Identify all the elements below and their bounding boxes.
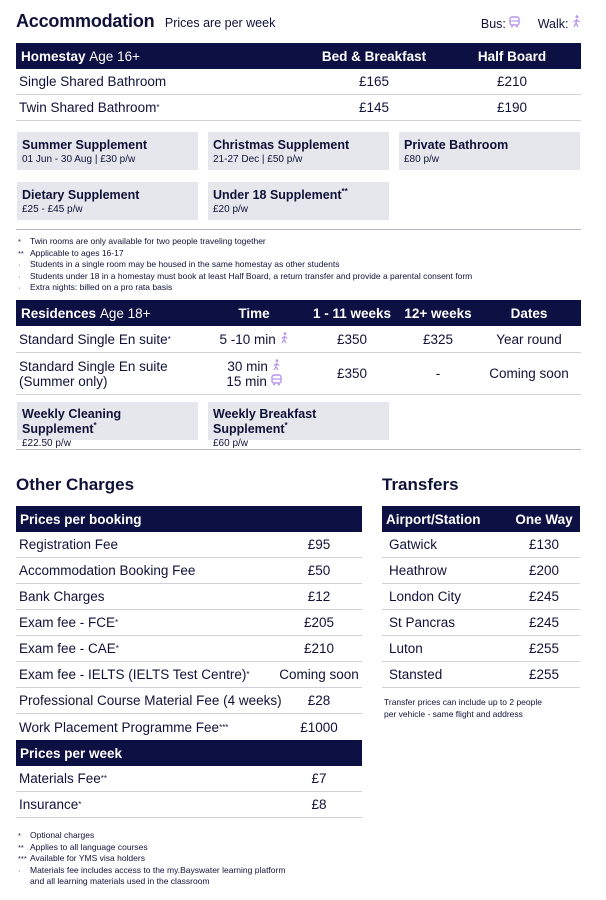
supplement-title: Private Bathroom: [404, 138, 509, 153]
col-12-weeks: 12+ weeks: [404, 305, 472, 321]
row-label: Stansted: [389, 667, 443, 682]
row-time: 30 min 15 min: [214, 353, 294, 394]
row-label: Twin Shared Bathroom *: [19, 100, 160, 115]
supplement-title: Weekly Cleaning Supplement*: [22, 407, 122, 437]
row-value: Coming soon: [279, 667, 359, 682]
supplement-detail: £25 - £45 p/w: [22, 204, 83, 216]
transfers-note-line: Transfer prices can include up to 2 people: [384, 697, 542, 707]
note-item: ** Applicable to ages 16-17: [18, 247, 124, 258]
row-value: £210: [303, 641, 335, 656]
homestay-header-row: [16, 43, 581, 69]
row-label: Gatwick: [389, 537, 438, 552]
legend-walk-label: Walk:: [537, 17, 569, 31]
homestay-heading: Homestay: [21, 48, 86, 64]
col-1-11-weeks: 1 - 11 weeks: [312, 305, 392, 321]
price-bed-breakfast: £145: [358, 100, 390, 115]
col-airport-station: Airport/Station: [386, 511, 481, 527]
row-label: Work Placement Programme Fee ***: [19, 719, 229, 735]
row-value: £255: [528, 667, 560, 682]
table-row: [16, 558, 362, 584]
table-row: [16, 792, 362, 818]
note-item: * Twin rooms are only available for two people traveling together: [18, 236, 266, 246]
residences-header-row: [16, 300, 581, 326]
row-value: £130: [528, 537, 560, 552]
row-label: Exam fee - FCE *: [19, 615, 119, 630]
supplement-box: [17, 132, 198, 170]
supplement-title: Christmas Supplement: [213, 138, 350, 153]
row-label: Luton: [389, 641, 423, 656]
note-item: · Students in a single room may be housed in the same homestay as other students: [18, 259, 340, 269]
supplement-box: [17, 182, 198, 220]
price-12-weeks: £325: [422, 331, 454, 347]
col-time: Time: [238, 305, 270, 321]
row-value: £1000: [300, 719, 338, 735]
row-label: Heathrow: [389, 563, 447, 578]
row-value: £255: [528, 641, 560, 656]
row-value: £7: [311, 771, 327, 786]
page-title: Accommodation: [16, 11, 155, 31]
homestay-heading-cell: [21, 43, 140, 69]
accommodation-header: [16, 11, 581, 35]
row-label: Standard Single En suite *: [19, 331, 171, 347]
other-charges-table: [16, 506, 362, 818]
note-item: *** Available for YMS visa holders: [18, 853, 145, 863]
homestay-table: [16, 43, 581, 121]
supplement-box: [399, 132, 580, 170]
row-label: Materials Fee **: [19, 771, 108, 786]
table-row: [16, 714, 362, 740]
note-item: ** Applies to all language courses: [18, 841, 148, 852]
bus-icon: [271, 374, 282, 389]
supplement-detail: £22.50 p/w: [22, 438, 71, 450]
residences-table: [16, 300, 581, 395]
row-label: Professional Course Material Fee (4 weeks): [19, 693, 282, 708]
per-booking-header: [16, 506, 362, 532]
supplement-detail: £60 p/w: [213, 438, 249, 450]
price-bed-breakfast: £165: [358, 74, 390, 89]
supplement-detail: 01 Jun - 30 Aug | £30 p/w: [22, 154, 136, 166]
row-value: £245: [528, 589, 560, 604]
price-half-board: £190: [496, 100, 528, 115]
supplement-box: [208, 402, 389, 450]
row-value: £200: [528, 563, 560, 578]
legend: [481, 15, 581, 31]
table-row: [16, 766, 362, 792]
supplement-title: Under 18 Supplement**: [213, 187, 348, 203]
residences-age: Age 18+: [99, 305, 151, 321]
transfers-header-row: [382, 506, 580, 532]
supplement-detail: £80 p/w: [404, 154, 440, 166]
per-booking-heading: Prices per booking: [20, 511, 142, 527]
table-row: [382, 610, 580, 636]
price-12-weeks: -: [435, 366, 441, 381]
table-row: [16, 610, 362, 636]
table-row: [382, 532, 580, 558]
table-row: [16, 662, 362, 688]
row-label: Bank Charges: [19, 589, 105, 604]
row-value: £28: [307, 693, 331, 708]
homestay-age: Age 16+: [89, 48, 140, 64]
walk-icon: [280, 332, 289, 347]
table-row: [16, 69, 581, 95]
supplement-box: [208, 182, 389, 220]
table-row: [16, 95, 581, 121]
table-row: [382, 584, 580, 610]
note-item: · Students under 18 in a homestay must book at least Half Board, a return transfer and provide a parental consent form: [18, 270, 473, 281]
supplement-detail: £20 p/w: [213, 204, 249, 216]
table-row: [382, 636, 580, 662]
walk-icon: [272, 359, 281, 374]
other-charges-title: Other Charges: [16, 475, 135, 494]
supplement-title: Dietary Supplement: [22, 188, 140, 203]
supplement-title: Weekly Breakfast Supplement*: [213, 407, 317, 437]
per-week-header: [16, 740, 362, 766]
residences-heading-cell: [21, 300, 150, 326]
divider: [16, 229, 581, 230]
note-item: · Extra nights: billed on a pro rata basis: [18, 282, 173, 292]
row-label: St Pancras: [389, 615, 456, 630]
table-row: [382, 662, 580, 688]
legend-bus-label: Bus:: [480, 17, 506, 31]
transfers-note-line: per vehicle - same flight and address: [384, 708, 523, 719]
row-label: Standard Single En suite (Summer only): [19, 358, 168, 389]
supplement-box: [208, 132, 389, 170]
row-value: £205: [303, 615, 335, 630]
table-row: [16, 584, 362, 610]
row-value: £8: [311, 797, 327, 812]
row-label: London City: [389, 589, 462, 604]
table-row: [16, 353, 581, 395]
price-1-11-weeks: £350: [336, 366, 368, 381]
row-dates: Coming soon: [489, 366, 569, 381]
table-row: [16, 688, 362, 714]
row-time: 5 -10 min: [214, 326, 294, 352]
transfers-table: [382, 506, 580, 688]
table-row: [16, 636, 362, 662]
row-value: £95: [307, 537, 331, 552]
residences-heading: Residences: [21, 305, 97, 321]
col-dates: Dates: [510, 305, 548, 321]
row-value: £50: [307, 563, 331, 578]
walk-icon: [572, 17, 581, 31]
row-label: Insurance *: [19, 797, 82, 812]
row-value: £245: [528, 615, 560, 630]
row-label: Single Shared Bathroom: [19, 74, 167, 89]
supplement-detail: 21-27 Dec | £50 p/w: [213, 154, 303, 166]
row-label: Exam fee - CAE *: [19, 641, 119, 656]
note-item: * Optional charges: [18, 830, 95, 840]
transfers-title: Transfers: [382, 475, 459, 494]
row-dates: Year round: [496, 331, 562, 347]
page-subtitle: Prices are per week: [164, 16, 276, 30]
bus-icon: [509, 17, 523, 31]
table-row: [16, 326, 581, 353]
per-week-heading: Prices per week: [20, 745, 123, 761]
note-item: · Materials fee includes access to the my.Bayswater learning platform: [18, 864, 286, 875]
table-row: [16, 532, 362, 558]
row-label: Accommodation Booking Fee: [19, 563, 196, 578]
homestay-notes: [18, 236, 583, 294]
supplement-title: Summer Supplement: [22, 138, 148, 153]
other-charges-notes: [18, 830, 364, 888]
row-label: Registration Fee: [19, 537, 119, 552]
row-value: £12: [307, 589, 331, 604]
row-label: Exam fee - IELTS (IELTS Test Centre) *: [19, 667, 250, 682]
col-half-board: Half Board: [477, 48, 547, 64]
col-bed-breakfast: Bed & Breakfast: [321, 48, 427, 64]
col-one-way: One Way: [515, 511, 573, 527]
price-half-board: £210: [496, 74, 528, 89]
price-1-11-weeks: £350: [336, 331, 368, 347]
note-item: and all learning materials used in the classroom: [30, 876, 210, 886]
divider: [16, 449, 581, 450]
table-row: [382, 558, 580, 584]
supplement-box: [17, 402, 198, 450]
transfers-note: [384, 697, 582, 720]
